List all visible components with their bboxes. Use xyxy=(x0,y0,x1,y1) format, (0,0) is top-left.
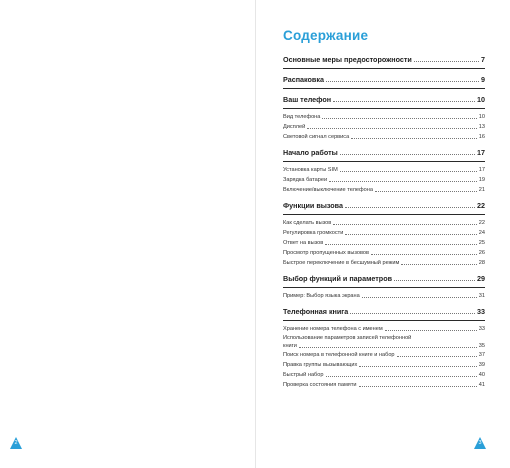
toc-entry[interactable] xyxy=(283,350,485,360)
dot-leader xyxy=(345,207,475,208)
entry-title: Хранение номера телефона с именем xyxy=(283,326,383,332)
entry-title: Включение/выключение телефона xyxy=(283,187,373,193)
dot-leader xyxy=(371,254,477,255)
toc-section xyxy=(283,55,485,69)
dot-leader xyxy=(325,244,477,245)
entry-title: Вид телефона xyxy=(283,114,321,120)
section-page-number: 10 xyxy=(477,95,485,104)
entry-title: Правка группы вызывающих xyxy=(283,362,358,368)
dot-leader xyxy=(340,154,475,155)
entry-title: Регулировка громкости xyxy=(283,230,344,236)
right-page-number: 3 xyxy=(478,440,482,446)
section-title: Распаковка xyxy=(283,75,324,84)
entry-title: Дисплей xyxy=(283,124,306,130)
page-divider xyxy=(255,0,256,468)
section-page-number: 33 xyxy=(477,307,485,316)
toc-section-heading[interactable] xyxy=(283,307,485,321)
toc-section xyxy=(283,201,485,268)
entry-title: Использование параметров записей телефонной xyxy=(283,335,412,341)
entry-page-number: 10 xyxy=(478,114,485,120)
section-title: Основные меры предосторожности xyxy=(283,55,412,64)
dot-leader xyxy=(322,118,476,119)
toc-entry[interactable] xyxy=(283,248,485,258)
toc-entry[interactable] xyxy=(283,122,485,132)
dot-leader xyxy=(333,101,475,102)
toc-entry[interactable] xyxy=(283,324,485,334)
toc-entry[interactable] xyxy=(283,165,485,175)
dot-leader xyxy=(401,264,476,265)
toc-section xyxy=(283,307,485,390)
toc-section xyxy=(283,75,485,89)
entry-page-number: 33 xyxy=(478,326,485,332)
entry-title: Пример: Выбор языка экрана xyxy=(283,293,360,299)
section-title: Ваш телефон xyxy=(283,95,332,104)
dot-leader xyxy=(333,224,477,225)
entry-page-number: 31 xyxy=(478,293,485,299)
dot-leader xyxy=(307,128,477,129)
dot-leader xyxy=(362,297,477,298)
toc-entry[interactable] xyxy=(283,334,485,350)
section-title: Выбор функций и параметров xyxy=(283,274,393,283)
entry-title-continuation-row xyxy=(283,342,485,350)
toc-entry[interactable] xyxy=(283,238,485,248)
entry-title: Быстрый набор xyxy=(283,372,324,378)
entry-title: Быстрое переключение в бесшумный режим xyxy=(283,260,400,266)
entry-page-number: 28 xyxy=(478,260,485,266)
dot-leader xyxy=(350,313,475,314)
dot-leader xyxy=(397,356,477,357)
toc-entry[interactable] xyxy=(283,370,485,380)
section-page-number: 9 xyxy=(481,75,485,84)
toc-section-heading[interactable] xyxy=(283,55,485,69)
toc-section-heading[interactable] xyxy=(283,148,485,162)
toc-section-heading[interactable] xyxy=(283,95,485,109)
dot-leader xyxy=(329,181,477,182)
section-title: Функции вызова xyxy=(283,201,343,210)
toc-section xyxy=(283,148,485,195)
entry-page-number: 13 xyxy=(478,124,485,130)
toc-entry[interactable] xyxy=(283,258,485,268)
dot-leader xyxy=(359,366,476,367)
section-title: Начало работы xyxy=(283,148,338,157)
dot-leader xyxy=(299,347,477,348)
entry-page-number: 21 xyxy=(478,187,485,193)
entry-title: Как сделать вызов xyxy=(283,220,332,226)
dot-leader xyxy=(340,171,477,172)
entry-page-number: 25 xyxy=(478,240,485,246)
table-of-contents xyxy=(283,28,485,396)
entry-title: Зарядка батареи xyxy=(283,177,328,183)
toc-entry[interactable] xyxy=(283,291,485,301)
section-page-number: 22 xyxy=(477,201,485,210)
dot-leader xyxy=(359,386,477,387)
entry-page-number: 22 xyxy=(478,220,485,226)
page-number-badge-left xyxy=(9,436,23,450)
entry-title: Поиск номера в телефонной книге и набор xyxy=(283,352,395,358)
entry-page-number: 37 xyxy=(478,352,485,358)
dot-leader xyxy=(326,376,477,377)
entry-page-number: 24 xyxy=(478,230,485,236)
entry-page-number: 39 xyxy=(478,362,485,368)
dot-leader xyxy=(345,234,476,235)
entry-title: Ответ на вызов xyxy=(283,240,324,246)
page-title: Содержание xyxy=(283,28,369,43)
section-page-number: 17 xyxy=(477,148,485,157)
entry-title: Проверка состояния памяти xyxy=(283,382,357,388)
dot-leader xyxy=(326,81,479,82)
toc-entry[interactable] xyxy=(283,228,485,238)
toc-entry[interactable] xyxy=(283,360,485,370)
page-number-badge-right xyxy=(473,436,487,450)
entry-title-continuation: книги xyxy=(283,343,297,349)
dot-leader xyxy=(394,280,475,281)
toc-section xyxy=(283,95,485,142)
entry-page-number: 17 xyxy=(478,167,485,173)
toc-entry[interactable] xyxy=(283,175,485,185)
entry-page-number: 41 xyxy=(478,382,485,388)
entry-page-number: 19 xyxy=(478,177,485,183)
toc-section-heading[interactable] xyxy=(283,274,485,288)
section-page-number: 29 xyxy=(477,274,485,283)
section-title: Телефонная книга xyxy=(283,307,349,316)
toc-section-heading[interactable] xyxy=(283,75,485,89)
entry-page-number: 40 xyxy=(478,372,485,378)
toc-entry[interactable] xyxy=(283,185,485,195)
entry-title: Установка карты SIM xyxy=(283,167,338,173)
toc-entry[interactable] xyxy=(283,112,485,122)
entry-title: Световой сигнал сервиса xyxy=(283,134,350,140)
entry-page-number: 16 xyxy=(478,134,485,140)
toc-section xyxy=(283,274,485,301)
entry-page-number: 35 xyxy=(478,343,485,349)
toc-entry[interactable] xyxy=(283,380,485,390)
entry-page-number: 26 xyxy=(478,250,485,256)
dot-leader xyxy=(414,61,479,62)
dot-leader xyxy=(351,138,477,139)
section-page-number: 7 xyxy=(481,55,485,64)
toc-section-heading[interactable] xyxy=(283,201,485,215)
dot-leader xyxy=(375,191,477,192)
entry-title: Просмотр пропущенных вызовов xyxy=(283,250,369,256)
dot-leader xyxy=(385,330,477,331)
left-page-number: 2 xyxy=(14,440,18,446)
toc-entry[interactable] xyxy=(283,218,485,228)
toc-entry[interactable] xyxy=(283,132,485,142)
